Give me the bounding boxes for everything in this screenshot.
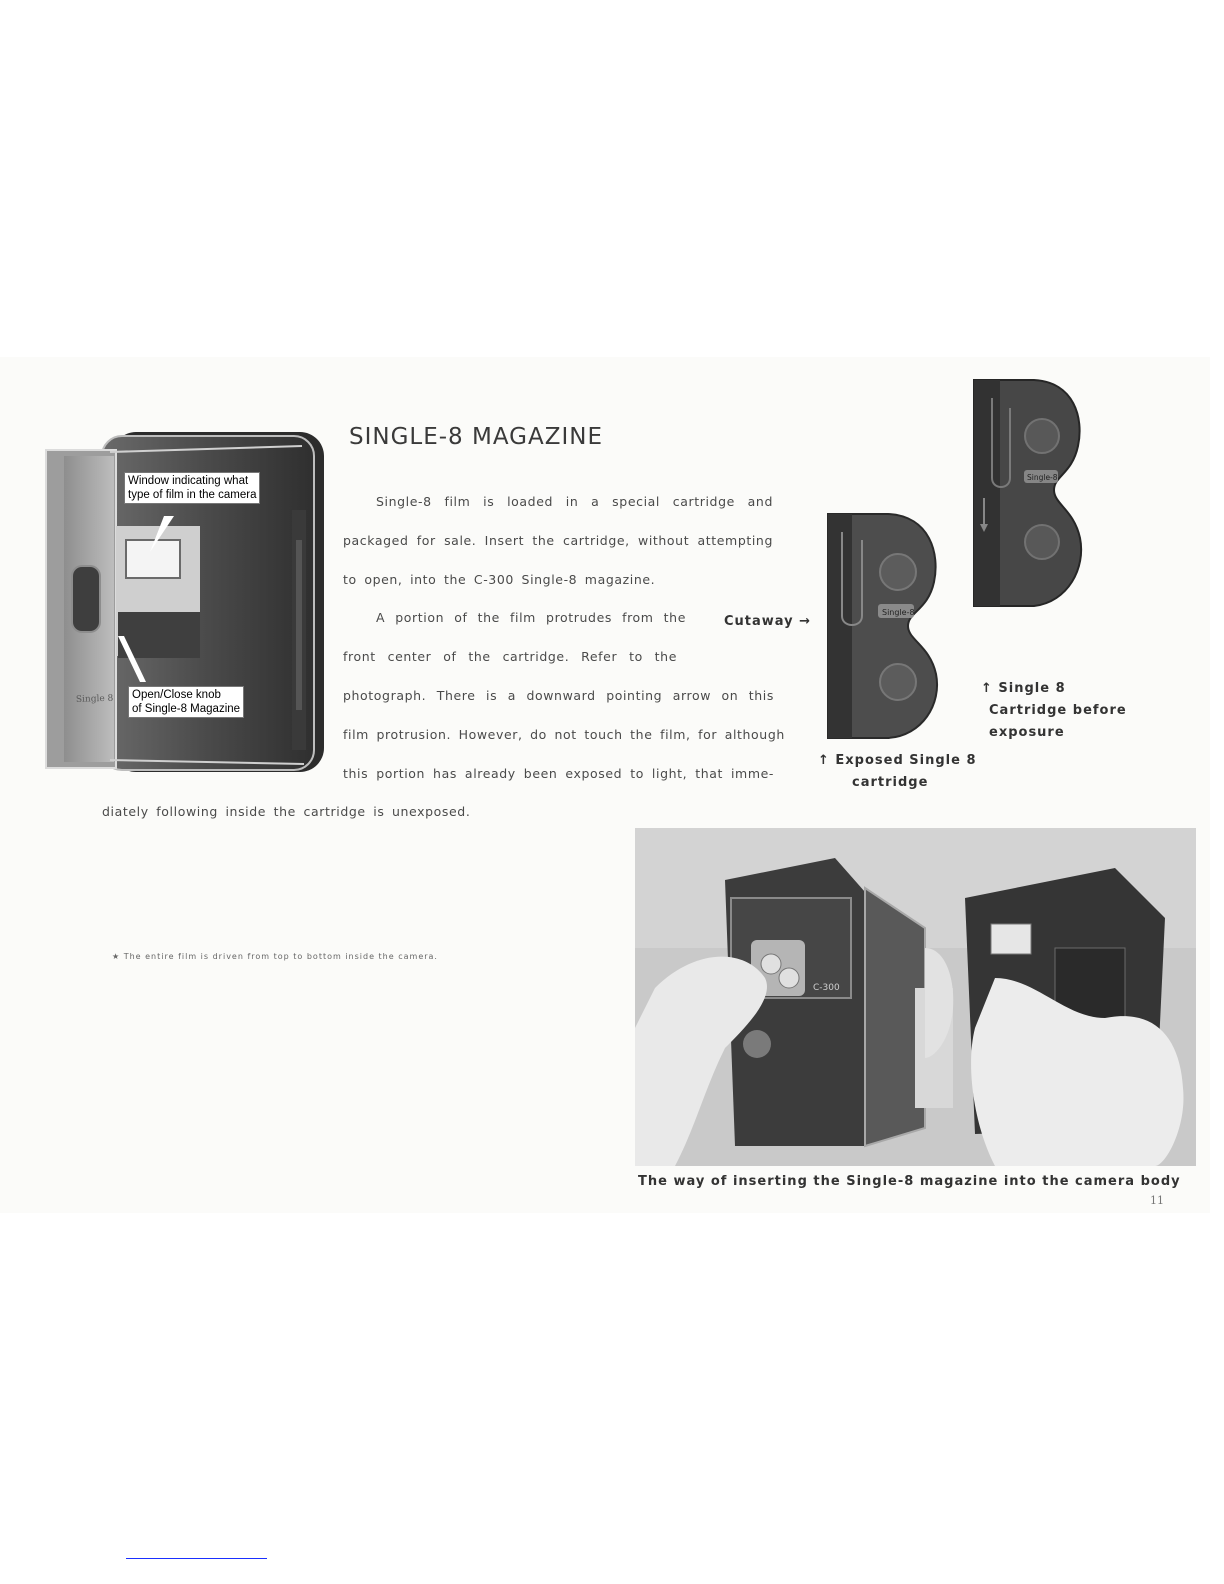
camera-label: C-300	[813, 983, 840, 993]
footnote: ★ The entire film is driven from top to bottom inside the camera.	[112, 952, 438, 961]
body-line: diately following inside the cartridge is unexposed.	[102, 804, 471, 819]
body-line: to open, into the C-300 Single-8 magazine.	[343, 572, 656, 587]
insertion-caption: The way of inserting the Single-8 magazine into the camera body	[638, 1174, 1181, 1189]
body-line: front center of the cartridge. Refer to the	[343, 649, 677, 664]
body-line: A portion of the film protrudes from the	[376, 610, 686, 625]
body-line: packaged for sale. Insert the cartridge, without attempting	[343, 533, 773, 548]
body-line: this portion has already been exposed to light, that imme-	[343, 766, 774, 781]
page-number: 11	[1150, 1194, 1164, 1207]
magazine-photo	[42, 430, 327, 775]
callout-knob: Open/Close knob of Single-8 Magazine	[128, 686, 244, 718]
page-title: SINGLE-8 MAGAZINE	[349, 424, 604, 450]
cutaway-caption: Cutaway →	[724, 614, 812, 629]
cartridge-label: Single-8	[882, 608, 915, 617]
callout-window: Window indicating what type of film in the camera	[124, 472, 260, 504]
cartridge-label: Single-8	[1027, 473, 1058, 482]
before-exposure-caption: ↑ Single 8 Cartridge before exposure	[981, 681, 1127, 740]
new-cartridge-photo	[970, 378, 1085, 608]
exposed-caption: ↑ Exposed Single 8 cartridge	[818, 753, 977, 790]
body-line: photograph. There is a downward pointing arrow on this	[343, 688, 774, 703]
insertion-photo	[635, 828, 1196, 1166]
exposed-cartridge-photo	[818, 512, 943, 742]
hyperlink-underline[interactable]	[126, 1558, 267, 1559]
magazine-label: Single 8	[75, 693, 114, 705]
body-line: Single-8 film is loaded in a special cartridge and	[376, 494, 773, 509]
body-line: film protrusion. However, do not touch the film, for although	[343, 727, 785, 742]
